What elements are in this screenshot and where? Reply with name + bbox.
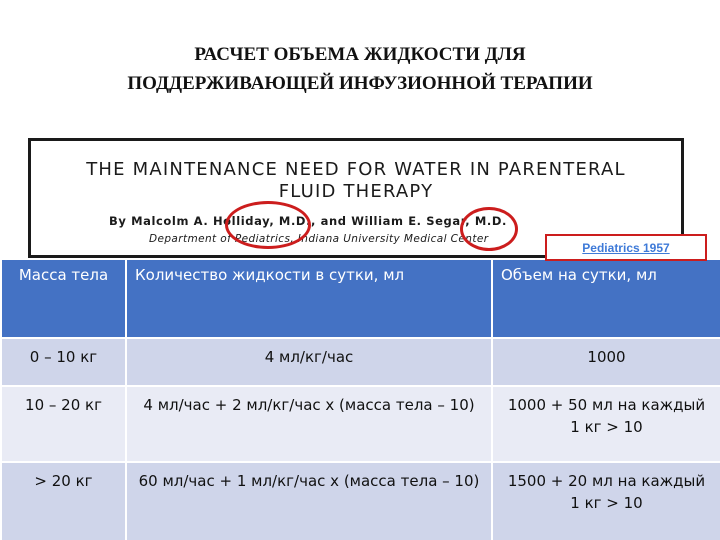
highlight-circle-segar bbox=[460, 207, 518, 251]
fluid-calculation-table bbox=[0, 258, 720, 540]
header-body-mass: Масса тела bbox=[1, 259, 126, 338]
slide-title bbox=[0, 40, 720, 98]
cell-fluid: 4 мл/кг/час bbox=[126, 338, 492, 386]
cell-volume: 1500 + 20 мл на каждый 1 кг > 10 bbox=[492, 462, 720, 540]
cell-volume: 1000 bbox=[492, 338, 720, 386]
article-title bbox=[31, 159, 681, 203]
slide-title-line1: РАСЧЕТ ОБЪЕМА ЖИДКОСТИ ДЛЯ bbox=[194, 44, 526, 65]
table-header-row bbox=[1, 259, 720, 338]
slide-title-line2: ПОДДЕРЖИВАЮЩЕЙ ИНФУЗИОННОЙ ТЕРАПИИ bbox=[127, 73, 593, 94]
highlight-circle-holliday bbox=[225, 201, 311, 249]
cell-mass: 0 – 10 кг bbox=[1, 338, 126, 386]
article-authors: By Malcolm A. Holliday, M.D., and William E. Segar, M.D. bbox=[109, 214, 507, 228]
article-title-line1: THE MAINTENANCE NEED FOR WATER IN PARENTERAL bbox=[86, 159, 626, 180]
cell-mass: > 20 кг bbox=[1, 462, 126, 540]
article-title-line2: FLUID THERAPY bbox=[278, 181, 434, 202]
cell-mass: 10 – 20 кг bbox=[1, 386, 126, 462]
article-department: Department of Pediatrics, Indiana University Medical Center bbox=[149, 233, 489, 245]
table-row bbox=[1, 462, 720, 540]
cell-fluid: 60 мл/час + 1 мл/кг/час х (масса тела – 10) bbox=[126, 462, 492, 540]
header-daily-volume: Объем на сутки, мл bbox=[492, 259, 720, 338]
citation-badge: Pediatrics 1957 bbox=[545, 234, 707, 261]
cell-fluid: 4 мл/час + 2 мл/кг/час х (масса тела – 10) bbox=[126, 386, 492, 462]
header-fluid-amount: Количество жидкости в сутки, мл bbox=[126, 259, 492, 338]
table-row bbox=[1, 338, 720, 386]
table-row bbox=[1, 386, 720, 462]
cell-volume: 1000 + 50 мл на каждый 1 кг > 10 bbox=[492, 386, 720, 462]
